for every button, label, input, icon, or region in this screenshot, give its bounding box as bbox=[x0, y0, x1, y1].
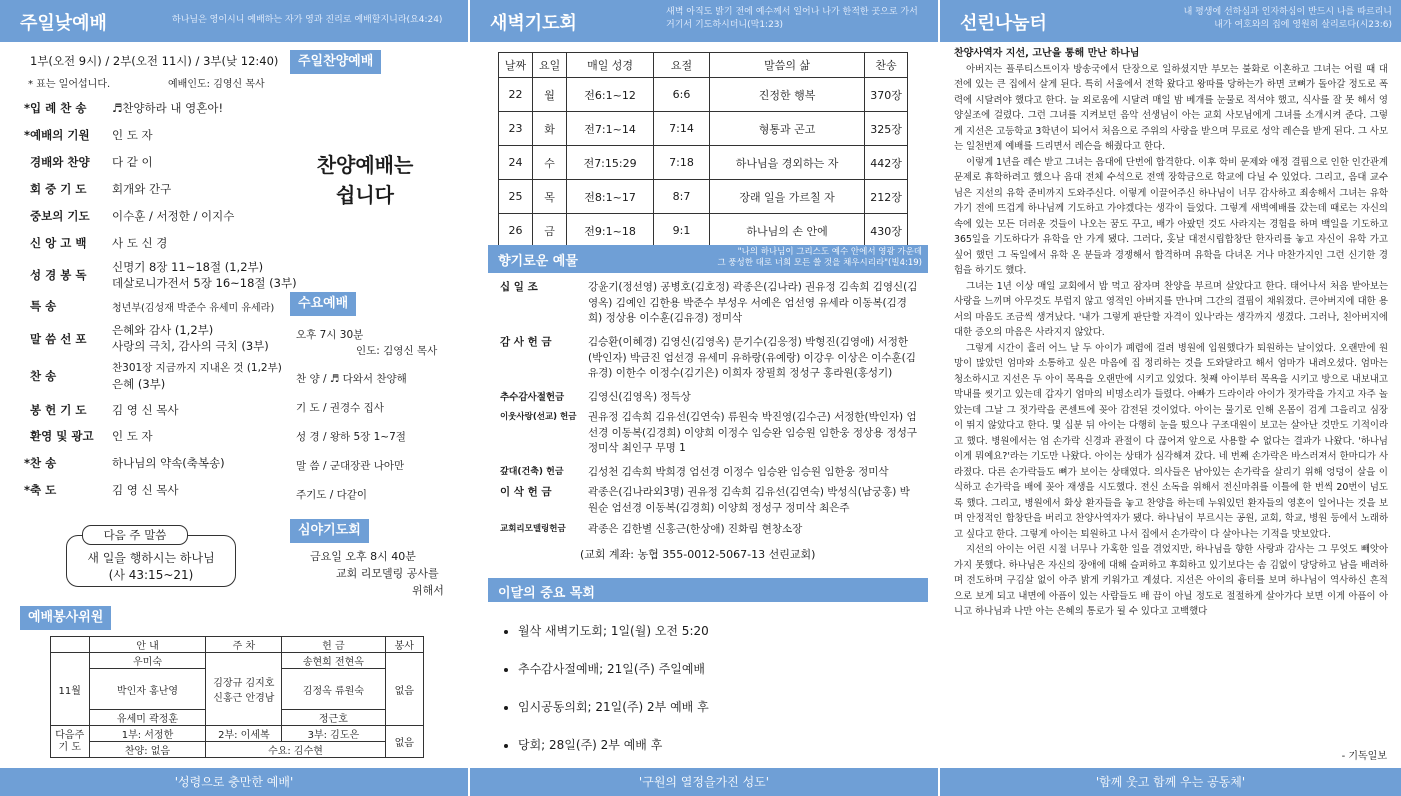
next-prayer-cell: 1부: 서정한 bbox=[89, 726, 206, 742]
next-prayer-cell: 찬양: 없음 bbox=[89, 742, 206, 758]
section-title: 새벽기도회 bbox=[490, 13, 577, 34]
order-label: 봉 헌 기 도 bbox=[30, 403, 87, 417]
wed-item: 찬 양 / ♬ 다와서 찬양해 bbox=[296, 373, 407, 385]
order-label: *축 도 bbox=[24, 483, 57, 497]
footer-motto: '함께 웃고 함께 우는 공동체' bbox=[940, 768, 1401, 796]
service-times: 1부(오전 9시) / 2부(오전 11시) / 3부(낮 12:40) bbox=[30, 54, 279, 68]
offering-label: 이웃사랑(선교) 헌금 bbox=[500, 412, 577, 422]
list-item: • 임시공동의회; 21일(주) 2부 예배 후 bbox=[518, 698, 709, 715]
order-value-2: 은혜 (3부) bbox=[112, 377, 166, 391]
order-value: 다 같 이 bbox=[112, 155, 153, 169]
offering-group bbox=[500, 465, 920, 481]
next-service-cell: 없음 bbox=[385, 726, 423, 758]
cell: 25 bbox=[499, 180, 533, 214]
offering-cell: 정근호 bbox=[282, 710, 385, 726]
offering-names: 곽종은(김나라외3명) 권유정 김속희 김유선(김연숙) 박성식(남궁홍) 박원순 엄선경 이동복(김경희) 이양희 정성구 정미삭 최은주 bbox=[588, 486, 910, 514]
cell: 7:18 bbox=[654, 146, 710, 180]
offering-header bbox=[488, 245, 928, 273]
offering-group bbox=[500, 335, 920, 383]
cell: 하나님의 손 안에 bbox=[710, 214, 865, 248]
article-paragraph: 아버지는 플루티스트이자 방송국에서 단장으로 일하셨지만 부모는 불화로 이혼하고 그녀는 어릴 때 대전에 있는 큰 집에서 살게 된다. 특히 서울에서 전학 왔다고 왕따를 당하는가 하면 코뼈가 돌아갈 정도로 폭력에 시달려야 했다고 한다. 늘 외로움에 시달려 매일 밤 베개를 눈물로 적셔야 했고, 식사를 잘 못 해서 영양실조에 걸렸다. 그런 그녀를 지켜보던 음악 선생님이 아는 교회 사모님에게 그녀를 소개시켜 준다. 그렇게 지선은 고등학교 3학년이 되어서 처음으로 주위의 사랑을 받으며 무료로 성악 레슨을 받게 된다. 그 사모는 일천번제 예배를 드리면서 레슨을 해줬다고 한다. bbox=[954, 63, 1389, 152]
column-dawn-prayer bbox=[470, 0, 938, 796]
section-verse: 하나님은 영이시니 예배하는 자가 영과 진리로 예배할지니라(요4:24) bbox=[172, 15, 443, 25]
offering-group bbox=[500, 485, 920, 517]
order-value-2: 데살로니가전서 5장 16~18절 (3부) bbox=[112, 276, 297, 290]
order-value: 찬301장 지금까지 지내온 것 (1,2부) bbox=[112, 362, 282, 374]
cell: 전8:1~17 bbox=[567, 180, 654, 214]
order-value: 인 도 자 bbox=[112, 429, 153, 443]
order-label: 특 송 bbox=[30, 299, 57, 313]
wed-item: 말 씀 / 군대장관 나아만 bbox=[296, 460, 405, 472]
night-prayer-title: 심야기도회 bbox=[290, 519, 369, 543]
cell: 전9:1~18 bbox=[567, 214, 654, 248]
order-value-2: 사랑의 극치, 감사의 극치 (3부) bbox=[112, 339, 269, 353]
cell: 325장 bbox=[865, 112, 908, 146]
cell: 월 bbox=[533, 78, 567, 112]
offering-names: 김승환(이혜경) 김영신(김영옥) 문기수(김응정) 박형진(김영애) 서정한(박인자) 박금진 엄선경 유세미 유하랑(유예랑) 이강우 이상은 이수훈(김유경) 이한수 이정수(김기은) 이희자 장필희 정성구 홍라원(홍성기) bbox=[588, 336, 916, 380]
cell: 22 bbox=[499, 78, 533, 112]
article-source: - 기독일보 bbox=[1341, 751, 1387, 762]
cell: 화 bbox=[533, 112, 567, 146]
footer-motto: '성령으로 충만한 예배' bbox=[0, 768, 468, 796]
cell: 430장 bbox=[865, 214, 908, 248]
guide-cell: 박인자 홍난영 bbox=[89, 669, 206, 710]
list-item: • 월삭 새벽기도회; 1일(월) 오전 5:20 bbox=[518, 622, 709, 639]
table-row bbox=[499, 180, 908, 214]
offering-label: 교회리모델링헌금 bbox=[500, 524, 566, 534]
cell: 금 bbox=[533, 214, 567, 248]
table-row bbox=[499, 78, 908, 112]
wed-item: 성 경 / 왕하 5장 1~7절 bbox=[296, 431, 406, 443]
night-prayer-line: 금요일 오후 8시 40분 bbox=[310, 550, 416, 563]
offering-names: 김영신(김영옥) 정득상 bbox=[588, 391, 691, 403]
col-header: 헌 금 bbox=[282, 637, 385, 653]
offering-label: 십 일 조 bbox=[500, 281, 538, 293]
cell: 수 bbox=[533, 146, 567, 180]
cell: 9:1 bbox=[654, 214, 710, 248]
footer-motto: '구원의 열정을가진 성도' bbox=[470, 768, 938, 796]
wed-leader: 인도: 김영신 목사 bbox=[356, 345, 438, 357]
col-header: 봉사 bbox=[385, 637, 423, 653]
cell: 26 bbox=[499, 214, 533, 248]
offering-names: 곽종은 김한별 신홍근(한상애) 진화림 현창소장 bbox=[588, 523, 803, 535]
col-header: 말씀의 삶 bbox=[710, 53, 865, 78]
header-band bbox=[470, 0, 938, 42]
order-label: *입 례 찬 송 bbox=[24, 101, 87, 115]
order-value: 인 도 자 bbox=[112, 128, 153, 142]
order-value: 은혜와 감사 (1,2부) bbox=[112, 323, 214, 337]
col-header: 요절 bbox=[654, 53, 710, 78]
cell: 442장 bbox=[865, 146, 908, 180]
committee-table bbox=[50, 636, 424, 758]
table-row bbox=[499, 214, 908, 248]
cell: 진정한 행복 bbox=[710, 78, 865, 112]
week-label: 11월 bbox=[51, 653, 90, 726]
next-word-line1: 새 일을 행하시는 하나님 bbox=[87, 551, 215, 565]
column-sharing bbox=[940, 0, 1401, 796]
cell: 전7:1~14 bbox=[567, 112, 654, 146]
article-paragraph: 그렇게 시간이 흘러 어느 날 두 아이가 폐렴에 걸려 병원에 입원했다가 퇴원하는 날이었다. 오랜만에 원망이 많았던 엄마와 소통하고 싶은 마음에 집 정리하는 것을 도와달라고 해서 엄마가 내려오셨다. 엄마는 청소하시고 지선은 두 아이 목욕을 오랜만에 시키고 있었다. 첫째 아이부터 목욕을 시키고 방으로 내보내고 막내를 씻기고 있는데 갑자기 엄마의 비명소리가 들렸다. 아빠가 드라이라 아이가 젓가락을 가지고 자주 놀았는데 그날 그 젓가락을 콘센트에 꽂아 감전된 것이었다. 아이는 물기로 인해 온몸이 검게 그을리고 심장이 뛰지 않았다고 한다. 몇 십분 뒤 아이는 다행히 눈을 떴으나 구조대원이 보고는 살아난 것만도 기적이라고 했다. 병원에서는 엄 손가락 신경과 관절이 다 끊어져 앞으로 사용할 수 없다는 결과가 나왔다. '하나님 이게 뭐예요?'라는 기도만 나왔다. 아이는 상태가 심각해져 갔다. 네 번째 손가락은 바스러져서 한마디가 사라졌다. 다른 손가락들도 뼈가 보이는 상태였다. 의사들은 남아있는 손가락을 살리기 위해 엉덩이 살을 이식하고 손가락을 배에 꽂아 재생을 시도했다. 전신 소독을 위해서 전신마취를 이틀에 한 번씩 20번이 넘도록 했다. 그리고, 병원에서 화상 환자들을 놓고 찬양을 하는데 누워있던 환자들의 영혼이 일어나는 것을 보며 안정적인 합창단을 버리고 찬양사역자가 됐다. 하나님이 부르시는 공원, 교회, 학교, 병원 등에서 노래하고 싶다고 한다. 그렇게 아이는 퇴원하고 나서 집에서 손가락이 다 살아나는 기적을 맛보았다. bbox=[954, 342, 1388, 540]
guide-cell: 우미숙 bbox=[89, 653, 206, 669]
cell: 형통과 곤고 bbox=[710, 112, 865, 146]
cell: 370장 bbox=[865, 78, 908, 112]
offering-title: 향기로운 예물 bbox=[498, 254, 578, 269]
offering-group bbox=[500, 522, 920, 538]
praise-worship-title: 주일찬양예배 bbox=[290, 50, 381, 74]
offering-names: 김성천 김속희 박희경 엄선경 이정수 임승완 임승원 임한웅 정미삭 bbox=[588, 466, 889, 478]
cell: 8:7 bbox=[654, 180, 710, 214]
section-title: 주일낮예배 bbox=[20, 13, 107, 34]
header-band bbox=[940, 0, 1401, 42]
guide-cell: 유세미 곽정훈 bbox=[89, 710, 206, 726]
cell: 6:6 bbox=[654, 78, 710, 112]
offering-group bbox=[500, 280, 920, 328]
offering-label: 갚대(건축) 헌금 bbox=[500, 467, 564, 477]
col-header: 안 내 bbox=[89, 637, 206, 653]
order-value: 하나님의 약속(축복송) bbox=[112, 456, 225, 470]
offering-group bbox=[500, 410, 920, 458]
order-value: 회개와 간구 bbox=[112, 182, 172, 196]
wednesday-worship-title: 수요예배 bbox=[290, 292, 356, 316]
order-value: ♬찬양하라 내 영혼아! bbox=[112, 101, 224, 115]
article-paragraph: 그녀는 1년 이상 매일 교회에서 밥 먹고 잠자며 찬양을 부르며 살았다고 한다. 태어나서 처음 받아보는 사랑을 느끼며 아무것도 부럽지 않고 영적인 아버지를 만나며 그간의 결핍이 채워졌다. 큰아버지에 대한 용서의 마음도 조금씩 생겨났다. '내가 그렇게 판단할 자격이 있나'라는 생각까지 생겼다. 그러나, 친아버지에 대한 증오의 마음은 사라지지 않았다. bbox=[954, 280, 1388, 338]
cell: 장래 일을 가르칠 자 bbox=[710, 180, 865, 214]
col-header: 날짜 bbox=[499, 53, 533, 78]
order-label: *찬 송 bbox=[24, 456, 57, 470]
order-label: 신 앙 고 백 bbox=[30, 236, 87, 250]
cell: 하나님을 경외하는 자 bbox=[710, 146, 865, 180]
order-label: 회 중 기 도 bbox=[30, 182, 87, 196]
article bbox=[954, 46, 1388, 620]
table-row bbox=[499, 112, 908, 146]
cell: 전7:15:29 bbox=[567, 146, 654, 180]
next-week-label: 다음주 기 도 bbox=[51, 726, 90, 758]
cell: 7:14 bbox=[654, 112, 710, 146]
order-label: 말 씀 선 포 bbox=[30, 332, 87, 346]
offering-names: 강윤기(정선영) 공병호(김호정) 곽종은(김나라) 권유정 김속희 김영신(김영옥) 김예인 김한용 박준수 부성우 서예은 엄선영 유세라 이동복(김경희) 정상용 이수훈(김유경) 정미삭 bbox=[588, 281, 918, 325]
worship-leader: 예배인도: 김영신 목사 bbox=[168, 79, 265, 90]
offering-label: 감 사 헌 금 bbox=[500, 336, 552, 348]
standing-note: * 표는 일어섭니다. bbox=[28, 79, 111, 90]
order-label: *예배의 기원 bbox=[24, 128, 90, 142]
table-row bbox=[499, 146, 908, 180]
cell: 목 bbox=[533, 180, 567, 214]
cell: 23 bbox=[499, 112, 533, 146]
next-prayer-cell: 2부: 이세복 bbox=[206, 726, 282, 742]
order-value: 김 영 신 목사 bbox=[112, 483, 179, 497]
column-sunday-worship bbox=[0, 0, 468, 796]
order-label: 중보의 기도 bbox=[30, 209, 90, 223]
list-item: • 당회; 28일(주) 2부 예배 후 bbox=[518, 736, 709, 753]
table-header-row bbox=[499, 53, 908, 78]
offering-group bbox=[500, 390, 920, 406]
col-header: 주 차 bbox=[206, 637, 282, 653]
order-value: 김 영 신 목사 bbox=[112, 403, 179, 417]
news-header bbox=[488, 578, 928, 602]
order-value: 사 도 신 경 bbox=[112, 236, 168, 250]
bank-account: (교회 계좌: 농협 355-0012-5067-13 선린교회) bbox=[580, 548, 816, 561]
wed-item: 주기도 / 다같이 bbox=[296, 489, 368, 501]
dawn-schedule-table bbox=[498, 52, 908, 248]
offering-label: 이 삭 헌 금 bbox=[500, 486, 552, 498]
praise-worship-notice: 찬양예배는 쉽니다 bbox=[316, 153, 414, 207]
committee-title: 예배봉사위원 bbox=[20, 606, 111, 630]
header-band bbox=[0, 0, 468, 42]
next-prayer-cell: 3부: 김도은 bbox=[282, 726, 385, 742]
offering-cell: 송현희 전현옥 bbox=[282, 653, 385, 669]
col-header: 요일 bbox=[533, 53, 567, 78]
news-title: 이달의 중요 목회 bbox=[498, 586, 595, 601]
next-prayer-cell: 수요: 김수현 bbox=[206, 742, 385, 758]
service-cell: 없음 bbox=[385, 653, 423, 726]
news-list bbox=[500, 622, 709, 774]
order-value: 이수훈 / 서정한 / 이지수 bbox=[112, 209, 235, 223]
order-label: 경배와 찬양 bbox=[30, 155, 90, 169]
order-label: 찬 송 bbox=[30, 369, 57, 383]
order-label: 환영 및 광고 bbox=[30, 429, 94, 443]
section-title: 선린나눔터 bbox=[960, 13, 1047, 34]
wed-time: 오후 7시 30분 bbox=[296, 329, 364, 341]
night-prayer-line: 위해서 bbox=[412, 584, 444, 597]
order-label: 성 경 봉 독 bbox=[30, 268, 87, 282]
offering-names: 권유정 김속희 김유선(김연숙) 류원숙 박진영(김수근) 서정한(박인자) 엄선경 이동복(김경희) 이양희 이정수 임승완 임승원 임한웅 정상용 정성구 정미삭 최인구 무명 1 bbox=[588, 411, 918, 455]
section-verse: 새벽 아직도 밝기 전에 예수께서 일어나 나가 한적한 곳으로 가서 거기서 기도하시더니(막1:23) bbox=[666, 7, 918, 30]
next-week-word bbox=[66, 525, 236, 587]
night-prayer-line: 교회 리모델링 공사를 bbox=[336, 567, 439, 580]
cell: 전6:1~12 bbox=[567, 78, 654, 112]
offering-label: 추수감사절헌금 bbox=[500, 392, 565, 403]
article-paragraph: 지선의 아이는 어린 시절 너무나 가혹한 일을 겪었지만, 하나님을 향한 사랑과 감사는 그 무엇도 빼앗아 가지 못했다. 하나님은 자신의 장애에 대해 슬퍼하고 후회하고 있기보다는 솜 김없이 당당하고 남을 배려하며 전도하며 구김살 없이 아주 밝게 키워가고 계셨다. 지선은 아이의 흉터를 보며 하나님이 역사하신 흔적으로 보게 되고 내면에 아픔이 있는 사람들도 배 끕이 아닐 정도로 절절하게 살아가다 보면 이게 아픔이 아니고 하나님과 나만 아는 은혜의 통로가 될 수 있다고 고백했다 bbox=[954, 544, 1388, 617]
article-paragraph: 이렇게 1년을 레슨 받고 그녀는 음대에 단번에 합격한다. 이후 학비 문제와 애정 결핍으로 인한 인간관계 문제로 휴학하려고 했으나 음대 전체 수석으로 전액 장학금으로 학교에 다닐 수 있었다. 그리고, 음대 교수님은 지선의 유학 준비까지 도와주신다. 이렇게 이끌어주신 하나님이 너무 감사하고 죄송해서 그녀는 유학 가기 전에 뜨겁게 하나님께 기도하고 가야겠다는 생각이 들었다. 그렇게 새벽예배를 갔는데 때로는 자신의 속에 있는 모든 더러운 것들이 나오는 꿈도 꾸고, 배가 아팠던 것도 사라지는 경험을 하며 백일을 기도하고 365일을 기도하다가 유학을 안 가게 됐다. 그러다, 홋날 대전시립합창단 한자리를 놓고 자신이 유학 가고 싶어 했던 그 독일에서 유학 온 분들과 경쟁해서 합격하며 유학을 다녀온 거나 마찬가지인 그런 신기한 경험을 하기도 했다. bbox=[954, 156, 1388, 276]
parking-cell: 김장규 김지호 신홍근 안경남 bbox=[206, 653, 282, 726]
wed-item: 기 도 / 권경수 집사 bbox=[296, 402, 384, 414]
article-heading: 찬양사역자 지선, 고난을 통해 만난 하나님 bbox=[954, 48, 1140, 59]
offering-cell: 김정옥 류원숙 bbox=[282, 669, 385, 710]
col-header: 찬송 bbox=[865, 53, 908, 78]
cell: 24 bbox=[499, 146, 533, 180]
section-verse: 내 평생에 선하심과 인자하심이 반드시 나를 따르리니 내가 여호와의 집에 영원히 살리로다(시23:6) bbox=[1183, 7, 1392, 30]
next-word-title: 다음 주 말씀 bbox=[82, 525, 188, 545]
cell: 212장 bbox=[865, 180, 908, 214]
list-item: • 추수감사절예배; 21일(주) 주일예배 bbox=[518, 660, 709, 677]
order-value: 청년부(김성재 박준수 유세미 유세라) bbox=[112, 303, 275, 314]
col-header: 매일 성경 bbox=[567, 53, 654, 78]
order-value: 신명기 8장 11~18절 (1,2부) bbox=[112, 260, 264, 274]
next-word-line2: (사 43:15~21) bbox=[108, 568, 194, 582]
offering-verse: "나의 하나님이 그리스도 예수 안에서 영광 가운데 그 풍성한 대로 너희 모든 쓸 것을 채우시리라"(빌4:19) bbox=[717, 247, 922, 268]
